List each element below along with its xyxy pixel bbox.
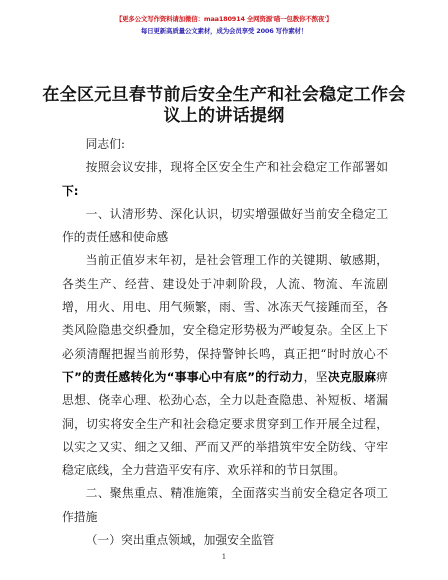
paragraph-1-bold-phrase-2: 决克服麻 [327, 369, 377, 384]
document-title: 在全区元旦春节前后安全生产和社会稳定工作会议上的讲话提纲 [42, 85, 406, 126]
subsection-1-heading-text: （一）突出重点领域，加强安全监管 [85, 533, 275, 548]
promo-banner-line-2: 每日更新高质量公文素材，成为会员享受 2006 写作素材！ [140, 27, 308, 35]
promo-banner-line-1: 【更多公文写作资料请加微信：maa180914 全网资源'喵一包教你不熬夜'】 [115, 15, 333, 23]
salutation-text: 同志们: [85, 137, 125, 151]
paragraph-1-part-c: ，坚 [303, 369, 328, 384]
intro-paragraph [62, 156, 388, 203]
section-2-heading-text: 二、聚焦重点、精准施策，全面落实当前安全稳定各项工作措施 [62, 486, 388, 524]
paragraph-1-part-a: 当前正值岁末年初，是社会管理工作的关键期、敏感期，各类生产、经营、建设处于冲刺阶段，人流、物流、车流剧增，用火、用电、用气频繁，雨、雪、冰冻天气接踵而至，各类风险隐患交织叠加，安全稳定形势极为严峻复杂。全区上下必须清醒把握当前形势，保持警钟长鸣，真正把“时时放心不 [62, 253, 388, 361]
page-number: 1 [221, 553, 227, 561]
subsection-1-heading [62, 529, 388, 552]
paragraph-1 [62, 249, 388, 482]
paragraph-1-bold-phrase: 下”的责任感转化为“事事心中有底”的行动力 [62, 369, 304, 384]
intro-text: 按照会议安排，现将全区安全生产和社会稳定工作部署如 [85, 160, 388, 175]
intro-bold-end: 下: [62, 183, 79, 198]
section-1-heading-text: 一、认清形势、深化认识，切实增强做好当前安全稳定工作的责任感和使命感 [62, 206, 388, 245]
document-body [62, 133, 388, 552]
section-2-heading [62, 482, 388, 529]
paragraph-1-part-e: 痹思想、侥幸心理、松劲心态，全力以赴查隐患、补短板、堵漏洞，切实将安全生产和社会稳定要求贯穿到工作开展全过程，以实之又实、细之又细、严而又严的举措筑牢安全防线、守牢稳定底线，全力营造平安有序、欢乐祥和的节日氛围。 [62, 369, 388, 478]
salutation [62, 133, 388, 156]
section-1-heading [62, 203, 388, 250]
